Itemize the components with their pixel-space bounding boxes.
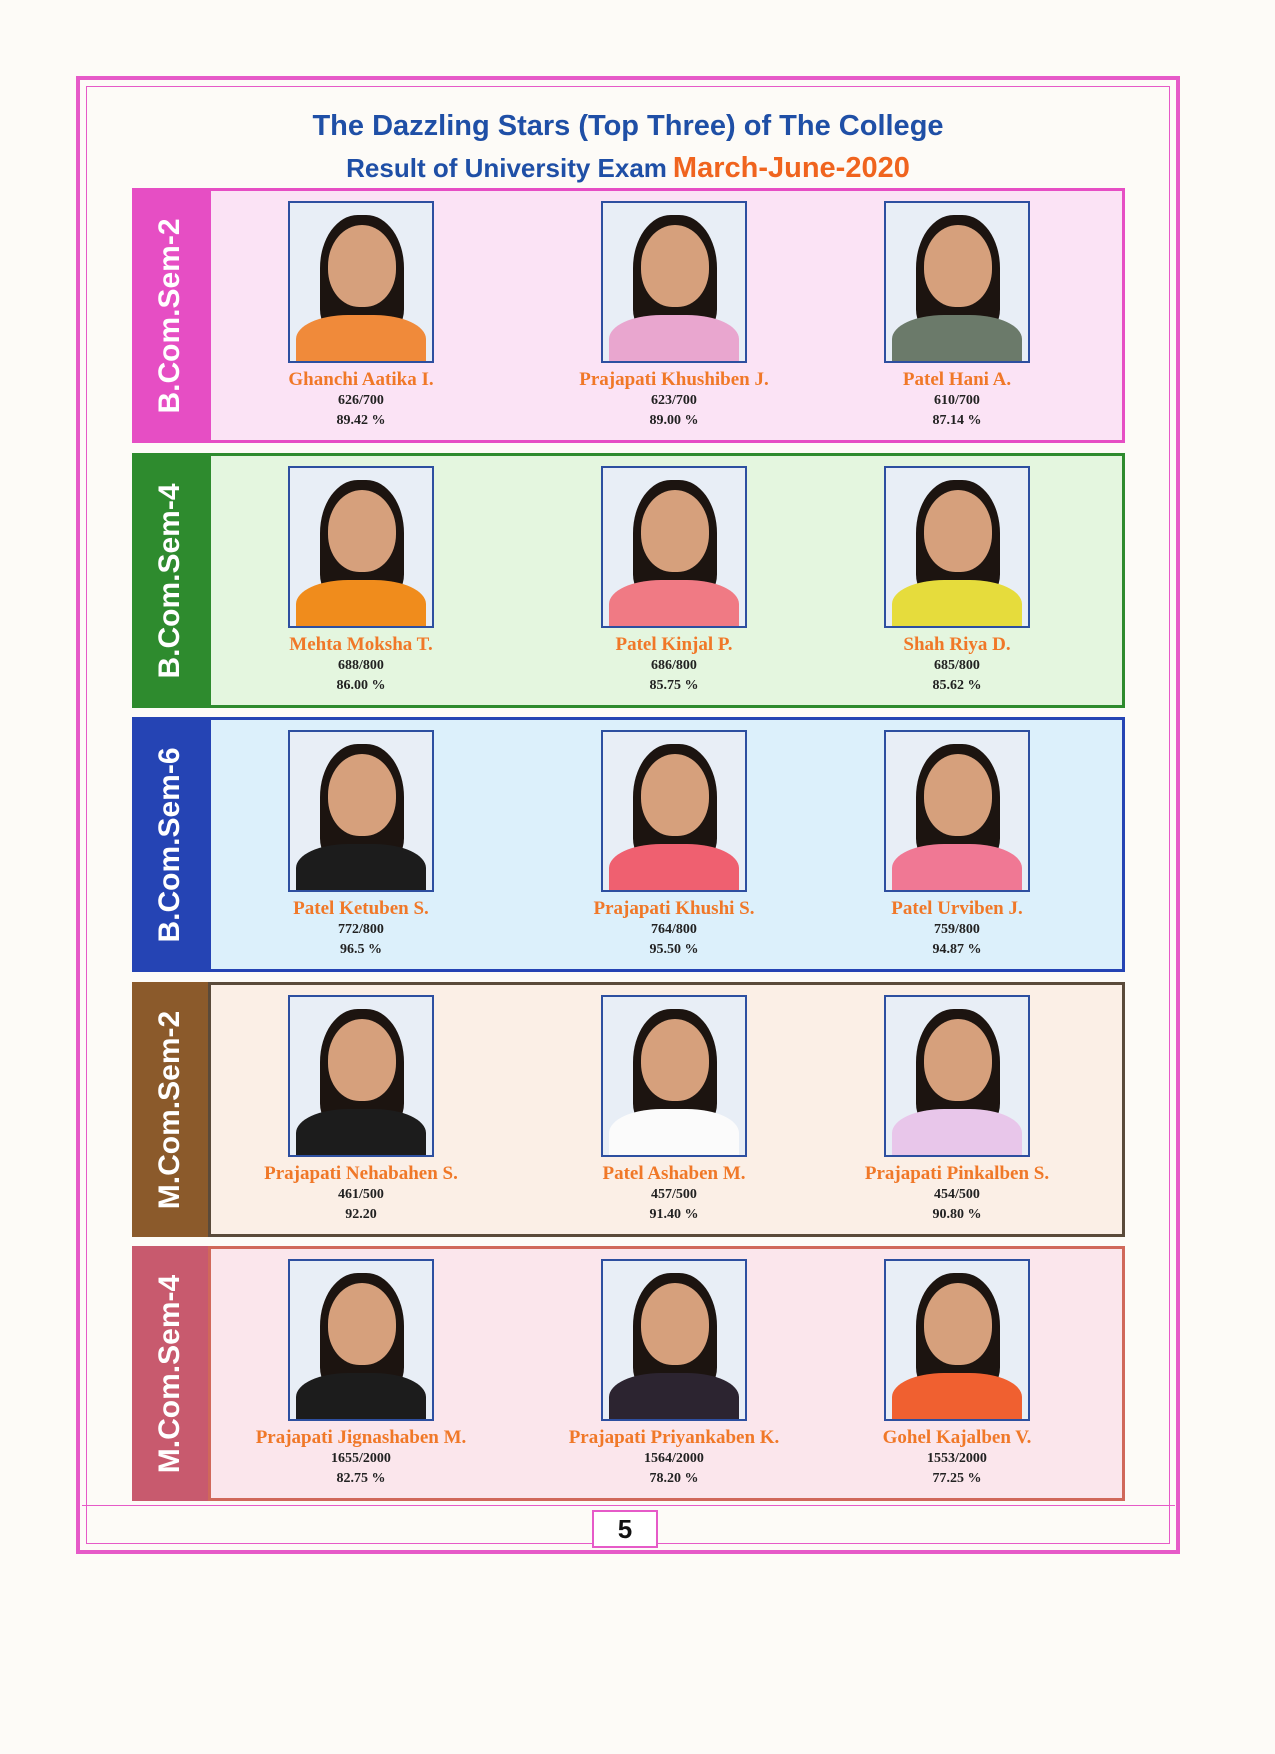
student-name: Prajapati Khushi S. — [593, 898, 755, 919]
section-label-text: M.Com.Sem-2 — [153, 1010, 186, 1209]
student-card — [221, 466, 501, 696]
student-marks: 1655/2000 — [331, 1451, 391, 1466]
student-photo — [601, 466, 747, 628]
student-photo — [884, 201, 1030, 363]
section-label — [132, 982, 208, 1237]
student-marks: 685/800 — [934, 658, 980, 673]
student-name: Patel Hani A. — [902, 369, 1012, 390]
section-label — [132, 1246, 208, 1501]
student-name: Gohel Kajalben V. — [882, 1427, 1032, 1448]
student-marks: 759/800 — [934, 922, 980, 937]
student-percentage: 77.25 % — [932, 1471, 982, 1486]
student-photo — [601, 995, 747, 1157]
student-photo — [288, 995, 434, 1157]
student-photo — [288, 201, 434, 363]
student-photo — [601, 201, 747, 363]
section-body — [208, 982, 1125, 1237]
student-card — [817, 1259, 1097, 1489]
section-label — [132, 188, 208, 443]
student-name: Patel Ketuben S. — [293, 898, 429, 919]
student-percentage: 91.40 % — [649, 1207, 699, 1222]
page-title: The Dazzling Stars (Top Three) of The College — [312, 110, 944, 142]
student-marks: 1553/2000 — [927, 1451, 987, 1466]
student-name: Prajapati Priyankaben K. — [568, 1427, 780, 1448]
student-photo — [884, 466, 1030, 628]
student-photo — [288, 1259, 434, 1421]
student-marks: 688/800 — [338, 658, 384, 673]
student-marks: 610/700 — [934, 393, 980, 408]
student-percentage: 95.50 % — [649, 942, 699, 957]
student-card — [221, 995, 501, 1225]
section-5 — [132, 1246, 1125, 1501]
student-photo — [601, 730, 747, 892]
section-4 — [132, 982, 1125, 1237]
student-name: Patel Urviben J. — [891, 898, 1023, 919]
student-photo — [288, 730, 434, 892]
student-card — [221, 730, 501, 960]
student-percentage: 85.75 % — [649, 678, 699, 693]
student-marks: 686/800 — [651, 658, 697, 673]
student-percentage: 92.20 — [345, 1207, 377, 1222]
section-label — [132, 717, 208, 972]
section-label — [132, 453, 208, 708]
section-body — [208, 188, 1125, 443]
student-percentage: 90.80 % — [932, 1207, 982, 1222]
student-percentage: 96.5 % — [340, 942, 382, 957]
page-subtitle — [80, 152, 1176, 185]
student-name: Shah Riya D. — [903, 634, 1011, 655]
subtitle-prefix: Result of University Exam — [346, 153, 667, 183]
student-percentage: 78.20 % — [649, 1471, 699, 1486]
student-card — [534, 201, 814, 431]
student-card — [817, 995, 1097, 1225]
student-name: Patel Ashaben M. — [602, 1163, 746, 1184]
student-photo — [884, 995, 1030, 1157]
student-marks: 454/500 — [934, 1187, 980, 1202]
student-percentage: 89.42 % — [336, 413, 386, 428]
student-photo — [884, 730, 1030, 892]
student-marks: 772/800 — [338, 922, 384, 937]
section-body — [208, 453, 1125, 708]
student-card — [221, 1259, 501, 1489]
page-number: 5 — [592, 1510, 658, 1548]
section-3 — [132, 717, 1125, 972]
student-percentage: 86.00 % — [336, 678, 386, 693]
student-card — [221, 201, 501, 431]
section-label-text: B.Com.Sem-4 — [153, 482, 186, 679]
student-marks: 623/700 — [651, 393, 697, 408]
section-label-text: B.Com.Sem-2 — [153, 217, 186, 414]
section-label-text: M.Com.Sem-4 — [153, 1274, 186, 1473]
section-1 — [132, 188, 1125, 443]
student-marks: 626/700 — [338, 393, 384, 408]
student-name: Prajapati Pinkalben S. — [864, 1163, 1050, 1184]
student-name: Prajapati Khushiben J. — [579, 369, 769, 390]
student-percentage: 87.14 % — [932, 413, 982, 428]
section-label-text: B.Com.Sem-6 — [153, 746, 186, 943]
student-percentage: 85.62 % — [932, 678, 982, 693]
student-name: Prajapati Nehabahen S. — [264, 1163, 458, 1184]
student-marks: 457/500 — [651, 1187, 697, 1202]
student-card — [534, 995, 814, 1225]
student-percentage: 94.87 % — [932, 942, 982, 957]
student-photo — [288, 466, 434, 628]
student-name: Ghanchi Aatika I. — [288, 369, 434, 390]
student-card — [817, 201, 1097, 431]
section-body — [208, 717, 1125, 972]
student-name: Patel Kinjal P. — [615, 634, 733, 655]
student-card — [817, 730, 1097, 960]
student-card — [534, 1259, 814, 1489]
student-marks: 1564/2000 — [644, 1451, 704, 1466]
footer-divider — [82, 1505, 1175, 1506]
student-card — [534, 466, 814, 696]
student-photo — [601, 1259, 747, 1421]
student-percentage: 89.00 % — [649, 413, 699, 428]
student-marks: 764/800 — [651, 922, 697, 937]
section-body — [208, 1246, 1125, 1501]
student-name: Prajapati Jignashaben M. — [255, 1427, 467, 1448]
subtitle-highlight: March-June-2020 — [672, 152, 910, 184]
student-percentage: 82.75 % — [336, 1471, 386, 1486]
student-marks: 461/500 — [338, 1187, 384, 1202]
student-name: Mehta Moksha T. — [289, 634, 433, 655]
student-photo — [884, 1259, 1030, 1421]
student-card — [817, 466, 1097, 696]
section-2 — [132, 453, 1125, 708]
student-card — [534, 730, 814, 960]
